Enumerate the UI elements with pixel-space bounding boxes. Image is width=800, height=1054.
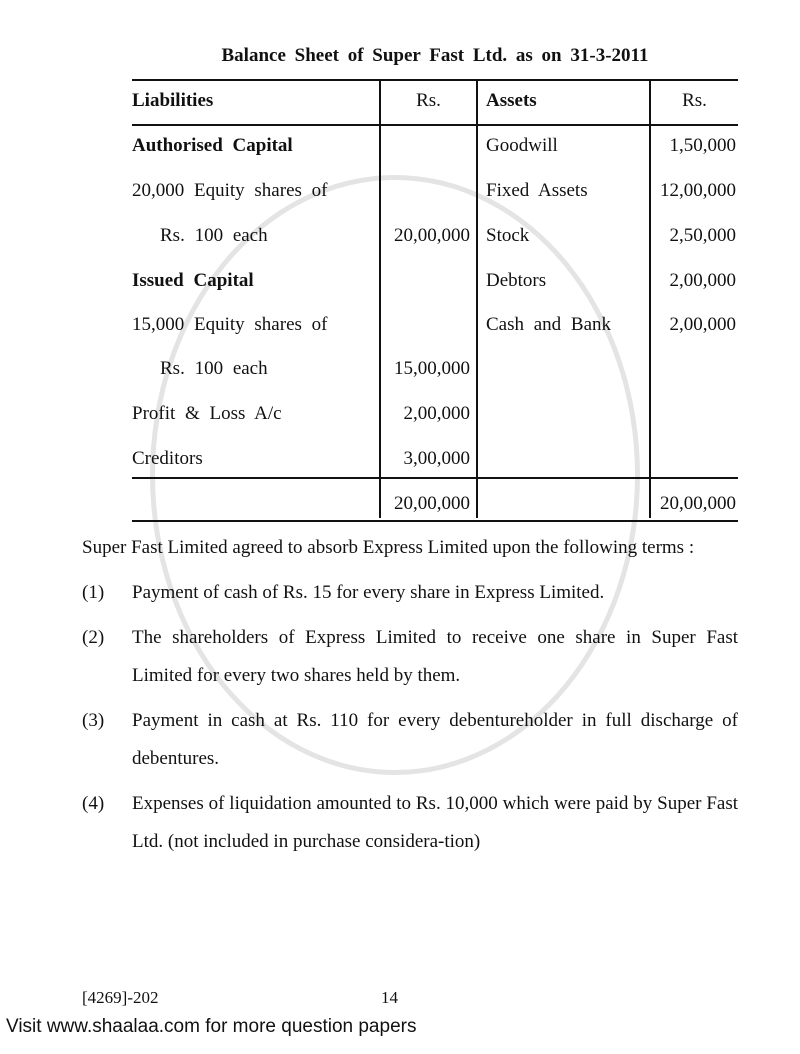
- liability-amount: 3,00,000: [403, 448, 470, 469]
- term-text: Payment of cash of Rs. 15 for every share in Express Limited.: [132, 582, 605, 603]
- liability-label: 20,000 Equity shares of: [132, 180, 328, 201]
- terms-section: [82, 529, 738, 868]
- liability-label: Rs. 100 each: [160, 358, 268, 379]
- liability-label: Profit & Loss A/c: [132, 403, 282, 424]
- table-rule-top: [132, 79, 738, 81]
- liability-amount: [380, 134, 470, 158]
- paper-code: [4269]-202: [82, 988, 159, 1007]
- term-text: The shareholders of Express Limited to receive one share in Super Fast Limited for every two shares held by them.: [132, 627, 738, 686]
- term-item: [82, 702, 738, 778]
- liability-label: 15,000 Equity shares of: [132, 314, 328, 335]
- visit-link[interactable]: Visit www.shaalaa.com for more question papers: [6, 1016, 417, 1037]
- term-number: (2): [82, 627, 105, 648]
- liability-label: Issued Capital: [132, 270, 254, 291]
- table-rule-header: [132, 124, 738, 126]
- asset-label: Goodwill: [486, 135, 558, 156]
- asset-amount: 2,50,000: [669, 225, 736, 246]
- liability-amount: [380, 313, 470, 337]
- term-text: Payment in cash at Rs. 110 for every debentureholder in full discharge of debentures.: [132, 710, 738, 769]
- asset-amount: [651, 402, 736, 426]
- liability-amount: 20,00,000: [394, 225, 470, 246]
- term-item: [82, 785, 738, 861]
- liability-amount: 2,00,000: [403, 403, 470, 424]
- balance-sheet-title: Balance Sheet of Super Fast Ltd. as on 31-3-2011: [221, 45, 649, 66]
- term-item: [82, 574, 738, 612]
- header-rs: Rs.: [682, 90, 707, 111]
- term-number: (4): [82, 793, 105, 814]
- total-liabilities: 20,00,000: [394, 493, 470, 514]
- asset-label: Cash and Bank: [486, 314, 612, 335]
- asset-amount: [651, 357, 736, 381]
- term-number: (1): [82, 582, 105, 603]
- table-col-divider: [476, 80, 478, 518]
- liability-amount: 15,00,000: [394, 358, 470, 379]
- asset-amount: [651, 447, 736, 471]
- asset-amount: 2,00,000: [669, 270, 736, 291]
- table-rule-bottom: [132, 520, 738, 522]
- asset-amount: 12,00,000: [660, 180, 736, 201]
- liability-label: Creditors: [132, 448, 203, 469]
- liability-label: Rs. 100 each: [160, 225, 268, 246]
- header-rs: Rs.: [416, 90, 441, 111]
- term-text: Expenses of liquidation amounted to Rs. 10,000 which were paid by Super Fast Ltd. (not included in purchase considera-tion): [132, 793, 738, 852]
- asset-amount: 1,50,000: [669, 135, 736, 156]
- total-assets: 20,00,000: [660, 493, 736, 514]
- header-liabilities: Liabilities: [132, 90, 214, 111]
- term-item: [82, 619, 738, 695]
- liability-label: Authorised Capital: [132, 135, 293, 156]
- intro-paragraph: Super Fast Limited agreed to absorb Express Limited upon the following terms :: [82, 537, 695, 558]
- asset-label: Debtors: [486, 270, 547, 291]
- table-rule-total: [132, 477, 738, 479]
- asset-amount: 2,00,000: [669, 314, 736, 335]
- page-number: 14: [381, 988, 398, 1007]
- liability-amount: [380, 179, 470, 203]
- term-number: (3): [82, 710, 105, 731]
- liability-amount: [380, 269, 470, 293]
- asset-label: Fixed Assets: [486, 180, 588, 201]
- asset-label: Stock: [486, 225, 530, 246]
- header-assets: Assets: [486, 90, 537, 111]
